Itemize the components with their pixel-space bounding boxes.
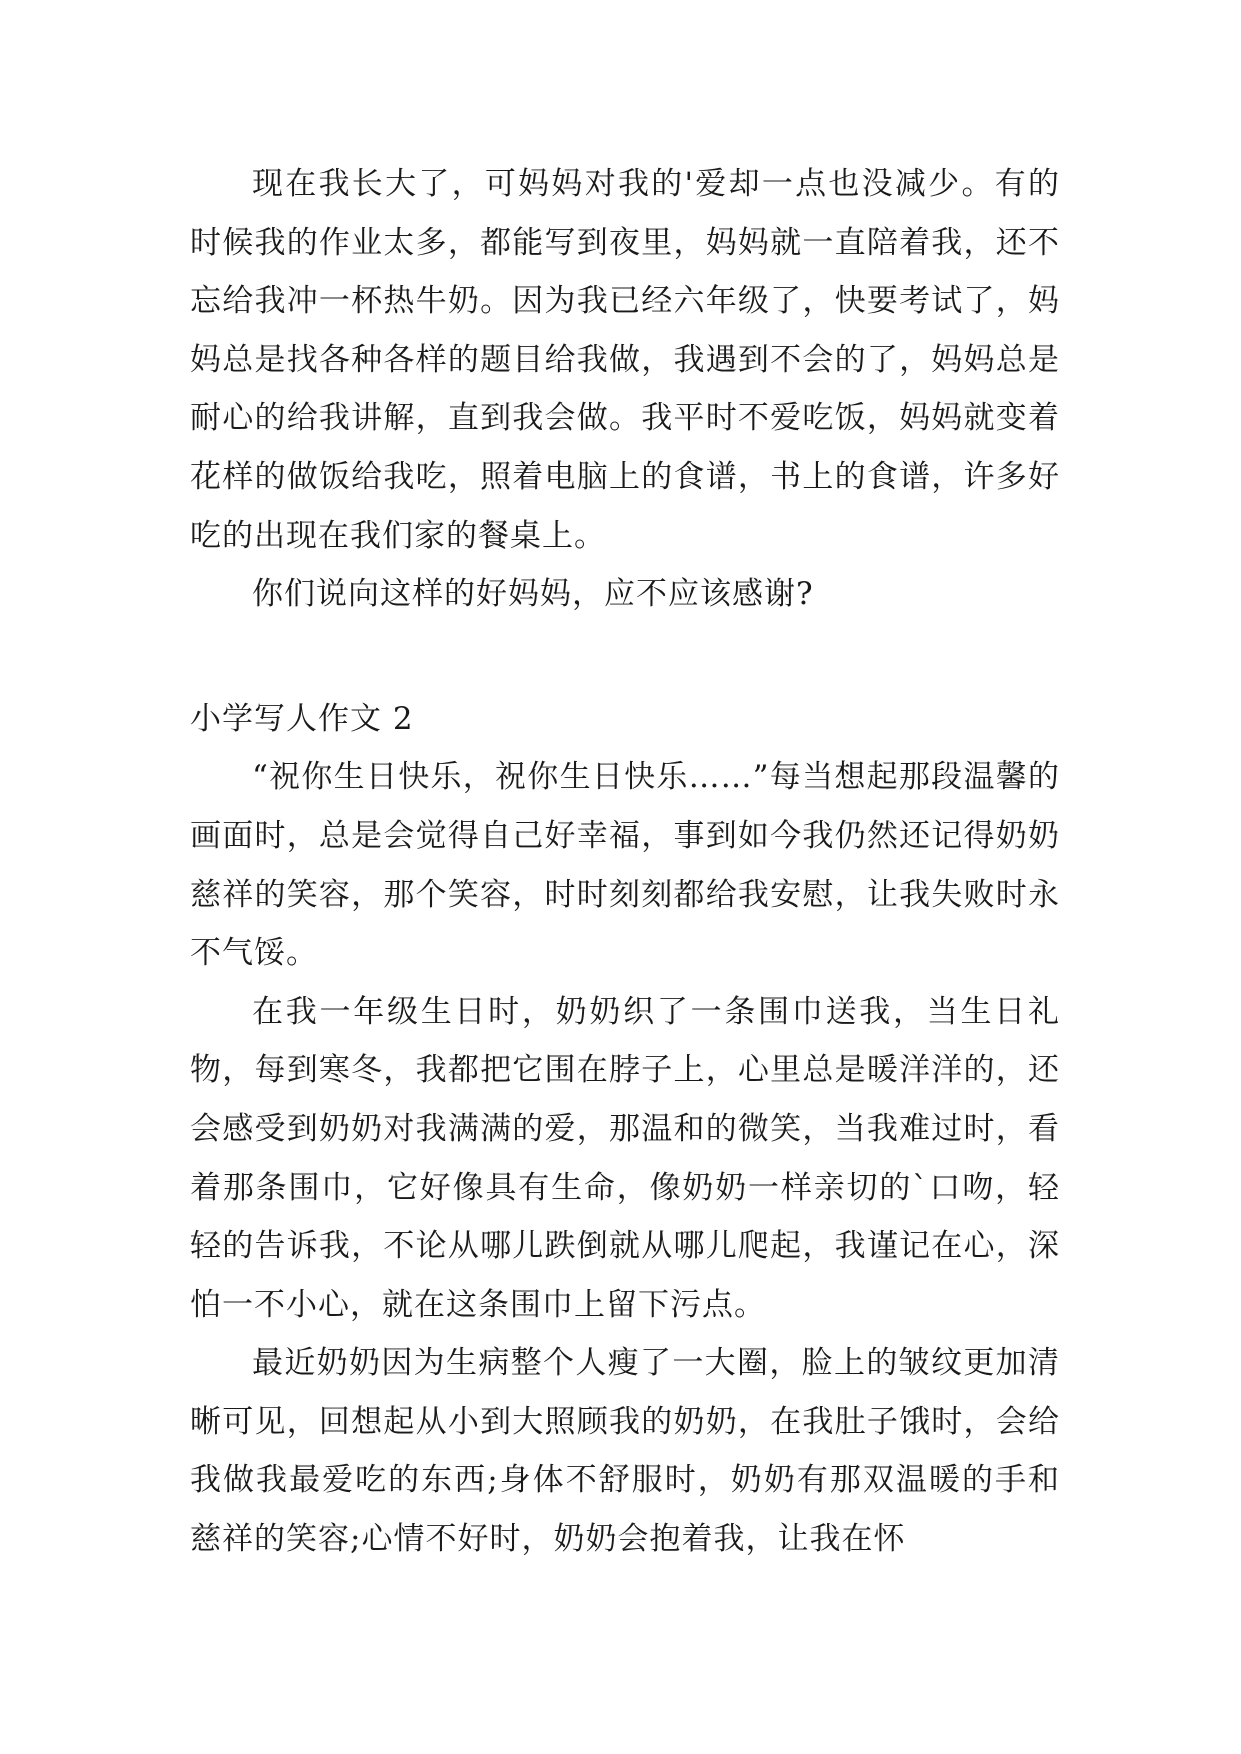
document-page (190, 155, 1060, 1569)
paragraph: 最近奶奶因为生病整个人瘦了一大圈，脸上的皱纹更加清晰可见，回想起从小到大照顾我的奶奶，在我肚子饿时，会给我做我最爱吃的东西;身体不舒服时，奶奶有那双温暖的手和慈祥的笑容;心情不好时，奶奶会抱着我，让我在怀 (190, 1345, 1060, 1558)
section-title: 小学写人作文 2 (190, 700, 414, 737)
paragraph: 你们说向这样的好妈妈，应不应该感谢? (252, 576, 814, 613)
paragraph: “祝你生日快乐，祝你生日快乐……”每当想起那段温馨的画面时，总是会觉得自己好幸福，事到如今我仍然还记得奶奶慈祥的笑容，那个笑容，时时刻刻都给我安慰，让我失败时永不气馁。 (190, 759, 1060, 972)
paragraph: 在我一年级生日时，奶奶织了一条围巾送我，当生日礼物，每到寒冬，我都把它围在脖子上，心里总是暖洋洋的，还会感受到奶奶对我满满的爱，那温和的微笑，当我难过时，看着那条围巾，它好像具有生命，像奶奶一样亲切的`口吻，轻轻的告诉我，不论从哪儿跌倒就从哪儿爬起，我谨记在心，深怕一不小心，就在这条围巾上留下污点。 (190, 993, 1060, 1323)
paragraph: 现在我长大了，可妈妈对我的'爱却一点也没减少。有的时候我的作业太多，都能写到夜里，妈妈就一直陪着我，还不忘给我冲一杯热牛奶。因为我已经六年级了，快要考试了，妈妈总是找各种各样的题目给我做，我遇到不会的了，妈妈总是耐心的给我讲解，直到我会做。我平时不爱吃饭，妈妈就变着花样的做饭给我吃，照着电脑上的食谱，书上的食谱，许多好吃的出现在我们家的餐桌上。 (190, 166, 1060, 554)
